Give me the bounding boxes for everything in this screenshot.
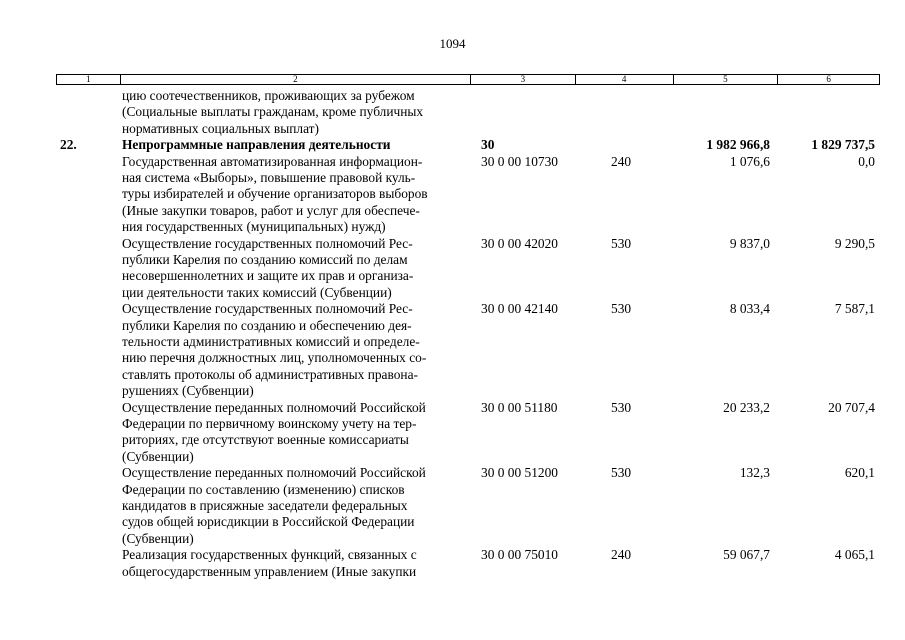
row-name-line: публики Карелия по созданию комиссий по делам [122, 251, 408, 267]
row-name [122, 301, 472, 399]
row-sum-year1: 59 067,7 [723, 547, 770, 563]
table-row [0, 301, 905, 399]
table-row [0, 154, 905, 236]
row-name-line: цию соотечественников, проживающих за рубежом [122, 88, 415, 103]
table-row [0, 236, 905, 302]
row-number: 22. [60, 137, 77, 153]
row-name-line: туры избирателей и обучение организаторов выборов [122, 186, 428, 202]
row-target-article: 30 0 00 75010 [481, 547, 558, 563]
row-name [122, 236, 472, 302]
row-name [122, 88, 472, 137]
table-row [0, 547, 905, 580]
row-name-line: Реализация государственных функций, связанных с [122, 547, 417, 563]
row-name-line: Федерации по составлению (изменению) списков [122, 481, 405, 497]
row-expense-type: 240 [611, 547, 632, 563]
row-name [122, 547, 472, 580]
row-name [122, 400, 472, 466]
page-number: 1094 [439, 36, 466, 51]
row-target-article: 30 0 00 42020 [481, 235, 558, 251]
row-name-line: рушениях (Субвенции) [122, 383, 254, 399]
header-col-5: 5 [674, 75, 779, 84]
row-expense-type: 530 [611, 235, 632, 251]
row-target-article: 30 0 00 51200 [481, 465, 558, 481]
row-name-line: (Социальные выплаты гражданам, кроме публичных [122, 104, 424, 120]
row-name-line: ции деятельности таких комиссий (Субвенции) [122, 284, 392, 300]
row-target-article: 30 0 00 42140 [481, 301, 558, 317]
row-sum-year2: 9 290,5 [834, 235, 875, 251]
row-sum-year2: 620,1 [844, 465, 875, 481]
row-sum-year1: 9 837,0 [729, 235, 770, 251]
row-target-article: 30 0 00 10730 [481, 153, 558, 169]
row-name [122, 137, 472, 153]
row-name-line: Осуществление государственных полномочий Рес- [122, 301, 413, 317]
row-name-line: ставлять протоколы об административных правона- [122, 366, 418, 382]
row-name-line: Осуществление переданных полномочий Российской [122, 399, 426, 415]
row-name-line: нормативных социальных выплат) [122, 120, 319, 136]
row-sum-year2: 0,0 [858, 153, 875, 169]
header-col-1: 1 [57, 75, 121, 84]
row-sum-year1: 8 033,4 [729, 301, 770, 317]
row-name [122, 465, 472, 547]
row-name-line: (Субвенции) [122, 530, 194, 546]
header-col-4: 4 [576, 75, 674, 84]
row-name-line: Осуществление государственных полномочий Рес- [122, 235, 413, 251]
row-name-line: Государственная автоматизированная информацион- [122, 153, 423, 169]
table-row [0, 465, 905, 547]
header-col-3: 3 [471, 75, 576, 84]
row-name-line: ния государственных (муниципальных) нужд) [122, 219, 386, 235]
table-body [0, 88, 905, 580]
row-name-line: несовершеннолетних и защите их прав и организа- [122, 268, 414, 284]
row-name-line: (Субвенции) [122, 448, 194, 464]
row-name-line: публики Карелия по созданию и обеспечению дея- [122, 317, 412, 333]
row-sum-year2: 20 707,4 [828, 399, 875, 415]
row-name-line: Федерации по первичному воинскому учету на тер- [122, 415, 417, 431]
row-sum-year1: 1 076,6 [729, 153, 770, 169]
table-row [0, 88, 905, 137]
row-target-article: 30 0 00 51180 [481, 399, 558, 415]
row-name-line: нию перечня должностных лиц, уполномоченных со- [122, 350, 427, 366]
row-name-line: (Иные закупки товаров, работ и услуг для обеспече- [122, 202, 420, 218]
row-expense-type: 240 [611, 153, 632, 169]
table-row [0, 137, 905, 153]
header-col-6: 6 [826, 74, 831, 84]
row-name-line: риториях, где отсутствуют военные комиссариаты [122, 432, 409, 448]
row-expense-type: 530 [611, 399, 632, 415]
row-name-line: судов общей юрисдикции в Российской Федерации [122, 514, 415, 530]
row-name-line: Осуществление переданных полномочий Российской [122, 465, 426, 481]
row-sum-year1: 20 233,2 [723, 399, 770, 415]
row-name-line: тельности административных комиссий и определе- [122, 333, 420, 349]
row-name-line: общегосударственным управлением (Иные закупки [122, 563, 417, 579]
row-expense-type: 530 [611, 301, 632, 317]
header-col-2: 2 [121, 75, 471, 84]
row-name [122, 154, 472, 236]
row-sum-year2: 7 587,1 [834, 301, 875, 317]
row-sum-year1: 1 982 966,8 [706, 137, 770, 153]
row-target-article: 30 [481, 137, 495, 153]
row-sum-year2: 4 065,1 [834, 547, 875, 563]
row-sum-year1: 132,3 [739, 465, 770, 481]
row-name-line: Непрограммные направления деятельности [122, 137, 391, 153]
table-row [0, 400, 905, 466]
row-name-line: ная система «Выборы», повышение правовой куль- [122, 169, 416, 185]
table-header-row [56, 74, 880, 85]
row-expense-type: 530 [611, 465, 632, 481]
row-name-line: кандидатов в присяжные заседатели федеральных [122, 497, 408, 513]
row-sum-year2: 1 829 737,5 [811, 137, 875, 153]
